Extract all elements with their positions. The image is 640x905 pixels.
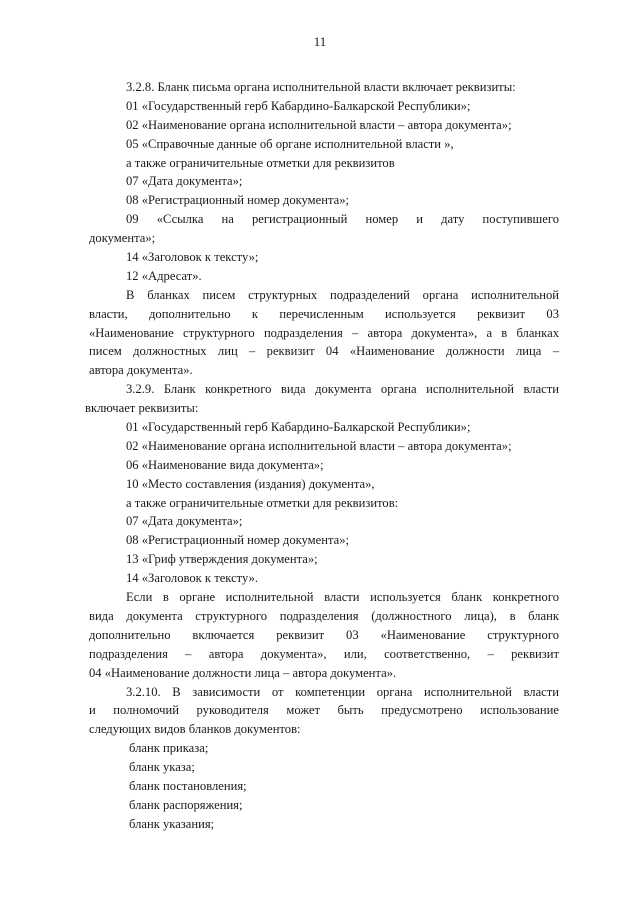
text-line: 10 «Место составления (издания) документа», (126, 476, 375, 491)
document-body (85, 78, 559, 834)
text-line: 01 «Государственный герб Кабардино-Балкарской Республики»; (126, 98, 471, 113)
text-line: бланк указа; (129, 760, 195, 775)
page-number: 11 (313, 34, 327, 49)
text-line: 14 «Заголовок к тексту». (126, 571, 259, 586)
text-line: следующих видов бланков документов: (89, 722, 301, 737)
text-line: 13 «Гриф утверждения документа»; (126, 552, 318, 567)
text-line: подразделения – автора документа», или, соответственно, – реквизит (89, 646, 559, 661)
text-line: бланк указания; (129, 816, 215, 831)
text-line: 04 «Наименование должности лица – автора документа». (89, 665, 397, 680)
text-line: «Наименование структурного подразделения – автора документа», а в бланках (89, 325, 559, 340)
text-line: 06 «Наименование вида документа»; (126, 457, 324, 472)
text-line: В бланках писем структурных подразделений органа исполнительной (126, 287, 559, 302)
text-line: а также ограничительные отметки для реквизитов (126, 155, 395, 170)
text-line: документа»; (89, 231, 156, 246)
text-line: автора документа». (89, 363, 193, 378)
text-line: 08 «Регистрационный номер документа»; (126, 193, 350, 208)
text-line: 01 «Государственный герб Кабардино-Балкарской Республики»; (126, 420, 471, 435)
text-line: включает реквизиты: (85, 401, 199, 416)
text-line: власти, дополнительно к перечисленным используется реквизит 03 (89, 306, 559, 321)
text-line: 02 «Наименование органа исполнительной власти – автора документа»; (126, 438, 512, 453)
text-line: 14 «Заголовок к тексту»; (126, 250, 259, 265)
text-line: 08 «Регистрационный номер документа»; (126, 533, 350, 548)
text-line: 02 «Наименование органа исполнительной власти – автора документа»; (126, 117, 512, 132)
text-line: Если в органе исполнительной власти используется бланк конкретного (126, 590, 559, 605)
text-line: 09 «Ссылка на регистрационный номер и дату поступившего (126, 212, 559, 227)
text-line: дополнительно включается реквизит 03 «Наименование структурного (89, 627, 559, 642)
text-line: а также ограничительные отметки для реквизитов: (126, 495, 399, 510)
text-line: писем должностных лиц – реквизит 04 «Наименование должности лица – (89, 344, 559, 359)
text-line: бланк постановления; (129, 778, 247, 793)
text-line: бланк распоряжения; (129, 797, 243, 812)
text-line: и полномочий руководителя может быть предусмотрено использование (89, 703, 559, 718)
text-line: 07 «Дата документа»; (126, 514, 243, 529)
text-line: бланк приказа; (129, 741, 209, 756)
text-line: 05 «Справочные данные об органе исполнительной власти », (126, 136, 454, 151)
text-line: 3.2.9. Бланк конкретного вида документа органа исполнительной власти (126, 382, 559, 397)
text-line: 07 «Дата документа»; (126, 174, 243, 189)
text-line: вида документа структурного подразделения (должностного лица), в бланк (89, 608, 559, 623)
text-line: 3.2.8. Бланк письма органа исполнительной власти включает реквизиты: (126, 80, 516, 94)
text-line: 12 «Адресат». (126, 268, 202, 283)
text-line: 3.2.10. В зависимости от компетенции органа исполнительной власти (126, 684, 559, 699)
